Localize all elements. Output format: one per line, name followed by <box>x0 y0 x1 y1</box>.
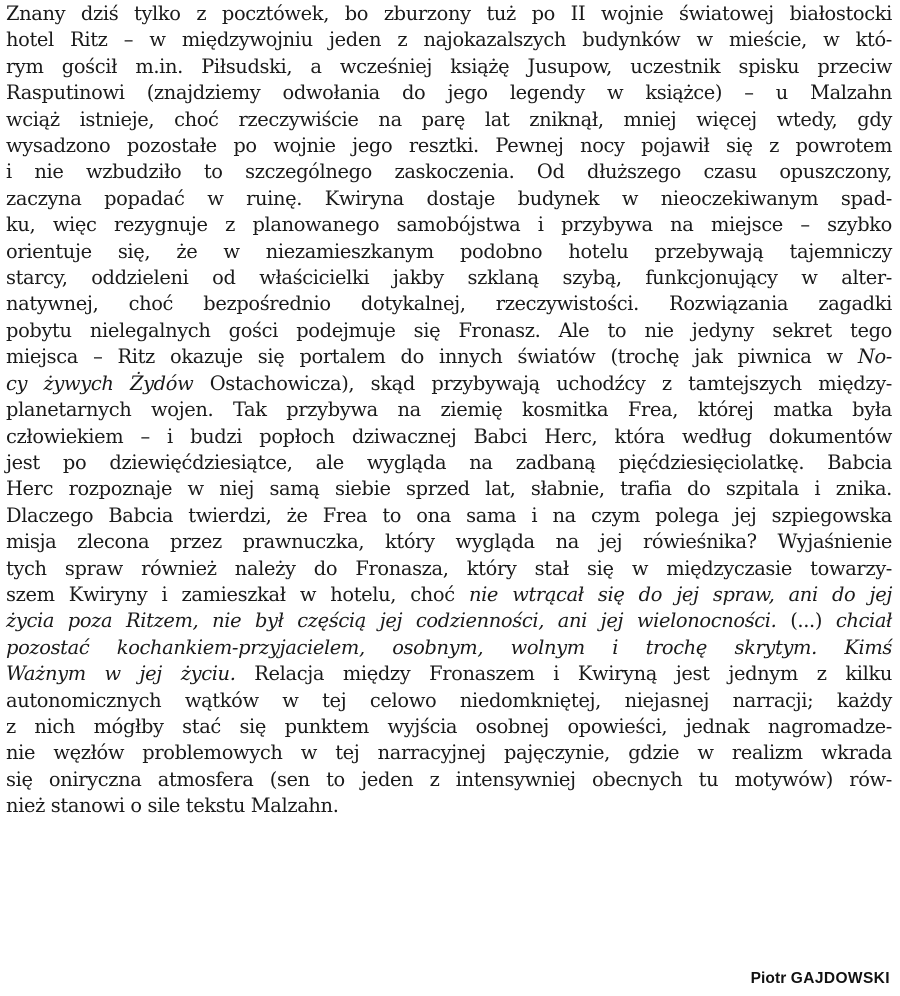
italic-run: chciał <box>835 609 892 633</box>
text-line: hotel Ritz – w międzywojniu jeden z najokazalszych budynków w mieście, w któ- <box>6 28 892 52</box>
text-line <box>6 661 892 687</box>
text-line: misja zlecona przez prawnuczka, który wygląda na jej rówieśnika? Wyjaśnienie <box>6 530 892 554</box>
text-line: wysadzono pozostałe po wojnie jego resztki. Pewnej nocy pojawił się z powrotem <box>6 134 892 158</box>
author-first-name: Piotr <box>750 970 787 987</box>
text-line: ku, więc rezygnuje z planowanego samobójstwa i przybywa na miejsce – szybko <box>6 213 892 237</box>
text-line: i nie wzbudziło to szczególnego zaskoczenia. Od dłuższego czasu opuszczony, <box>6 160 892 184</box>
italic-run: życia poza Ritzem, nie był częścią jej codzienności, ani jej wielonocności. <box>6 609 777 633</box>
author-byline <box>751 970 890 988</box>
text-run: szem Kwiryny i zamieszkał w hotelu, choć <box>6 582 469 606</box>
text-line: zaczyna popadać w ruinę. Kwiryna dostaje budynek w nieoczekiwanym spad- <box>6 186 892 210</box>
text-line <box>6 582 892 608</box>
text-line: Herc rozpoznaje w niej samą siebie sprzed lat, słabnie, trafia do szpitala i znika. <box>6 477 892 501</box>
article-body <box>6 1 892 820</box>
italic-run: No- <box>857 345 892 369</box>
text-line: Rasputinowi (znajdziemy odwołania do jego legendy w książce) – u Malzahn <box>6 81 892 105</box>
text-line: wciąż istnieje, choć rzeczywiście na parę lat zniknął, mniej więcej wtedy, gdy <box>6 107 892 131</box>
text-line <box>6 371 892 397</box>
text-line <box>6 608 892 634</box>
italic-run: pozostać kochankiem-przyjacielem, osobnym, wolnym i trochę skrytym. Kimś <box>6 635 892 659</box>
text-line: tych spraw również należy do Fronasza, który stał się w międzyczasie towarzy- <box>6 556 892 580</box>
text-line: Znany dziś tylko z pocztówek, bo zburzony tuż po II wojnie światowej białostocki <box>6 2 892 25</box>
text-line: pobytu nielegalnych gości podejmuje się Fronasz. Ale to nie jedyny sekret tego <box>6 318 892 342</box>
text-line: jest po dziewięćdziesiątce, ale wygląda na zadbaną pięćdziesięciolatkę. Babcia <box>6 450 892 474</box>
text-line: z nich mógłby stać się punktem wyjścia osobnej opowieści, jednak nagromadze- <box>6 714 892 738</box>
italic-run: nie wtrącał się do jej spraw, ani do jej <box>468 582 892 606</box>
text-line: autonomicznych wątków w tej celowo niedomkniętej, niejasnej narracji; każdy <box>6 688 892 712</box>
text-run: Ostachowicza), skąd przybywają uchodźcy z tamtejszych między- <box>193 371 892 395</box>
text-line <box>6 344 892 370</box>
text-line: się oniryczna atmosfera (sen to jeden z intensywniej obecnych tu motywów) rów- <box>6 767 892 791</box>
text-run: Relacja między Fronaszem i Kwiryną jest jednym z kilku <box>235 662 892 686</box>
text-line: człowiekiem – i budzi popłoch dziwacznej Babci Herc, która według dokumentów <box>6 424 892 448</box>
italic-run: Ważnym w jej życiu. <box>6 662 236 686</box>
author-surname: GAJDOWSKI <box>790 970 890 987</box>
text-line <box>6 635 892 661</box>
text-line: starcy, oddzieleni od właścicielki jakby szklaną szybą, funkcjonujący w alter- <box>6 266 892 290</box>
text-line: Dlaczego Babcia twierdzi, że Frea to ona sama i na czym polega jej szpiegowska <box>6 503 892 527</box>
text-line: natywnej, choć bezpośrednio dotykalnej, rzeczywistości. Rozwiązania zagadki <box>6 292 892 316</box>
text-run: miejsca – Ritz okazuje się portalem do innych światów (trochę jak piwnica w <box>6 345 858 369</box>
text-line: planetarnych wojen. Tak przybywa na ziemię kosmitka Frea, której matka była <box>6 398 892 422</box>
text-run: (...) <box>776 609 836 633</box>
text-line: orientuje się, że w niezamieszkanym podobno hotelu przebywają tajemniczy <box>6 239 892 263</box>
text-line: nie węzłów problemowych w tej narracyjnej pajęczynie, gdzie w realizm wkrada <box>6 741 892 765</box>
italic-run: cy żywych Żydów <box>6 371 194 395</box>
text-line: nież stanowi o sile tekstu Malzahn. <box>6 794 339 818</box>
text-line: rym gościł m.in. Piłsudski, a wcześniej książę Jusupow, uczestnik spisku przeciw <box>6 54 892 78</box>
